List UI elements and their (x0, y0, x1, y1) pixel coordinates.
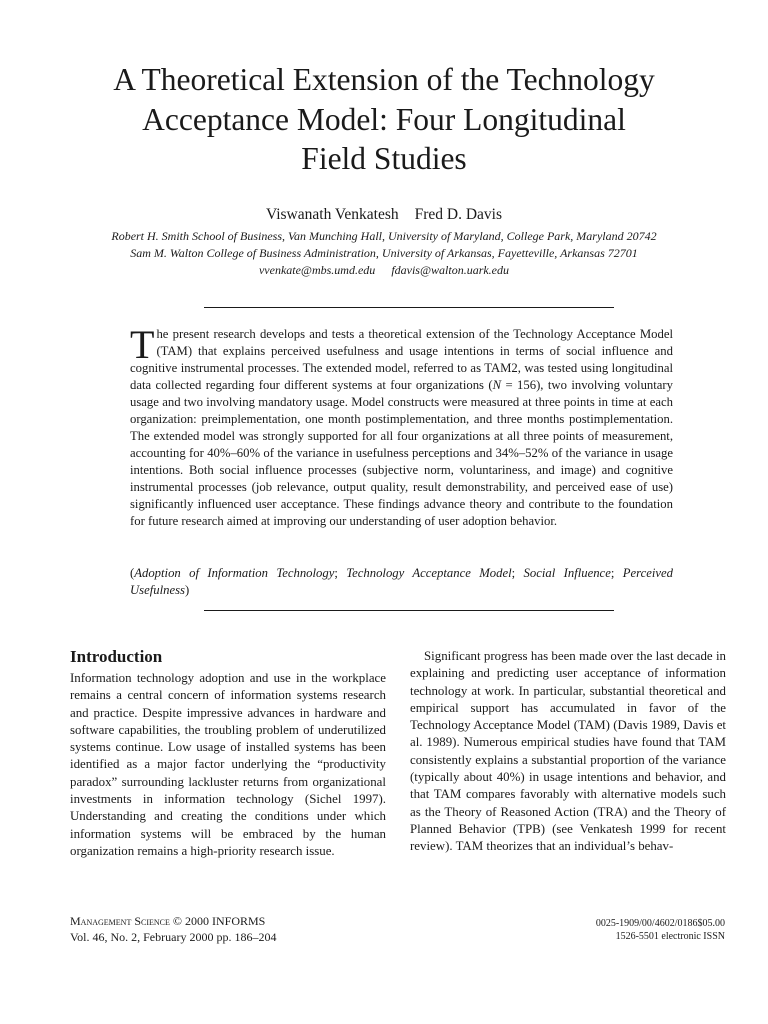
abstract (130, 322, 673, 530)
keyword: Technology Acceptance Model (346, 566, 512, 580)
issn-electronic: 1526-5501 electronic ISSN (615, 931, 725, 942)
intro-paragraph-left: Information technology adoption and use in the workplace remains a central concern of information systems research and practice. Despite impressive advances in hardware and software capabilities, the troubling problem of underutilized systems continue. Low usage of installed systems has been identified as a major factor underlying the “productivity paradox” surrounding lackluster returns from organizational investments in information technology (Sichel 1997). Understanding and creating the conditions under which information systems will be embraced by the human organization remains a high-priority research issue. (70, 671, 386, 858)
affiliation: Sam M. Walton College of Business Administration, University of Arkansas, Fayetteville, Arkansas 72701 (130, 246, 638, 260)
affiliation: Robert H. Smith School of Business, Van Munching Hall, University of Maryland, College Park, Maryland 20742 (111, 229, 657, 243)
divider-rule (204, 610, 614, 611)
email-link[interactable]: fdavis@walton.uark.edu (391, 263, 510, 277)
author-list (0, 206, 768, 224)
author-emails (0, 262, 768, 278)
abstract-dropcap: T (130, 322, 155, 367)
author-name: Viswanath Venkatesh (265, 206, 399, 223)
paper-title (40, 60, 728, 179)
section-heading: Introduction (70, 647, 163, 666)
abstract-text-continued: = 156), two involving voluntary usage and two involving mandatory usage. Model constructs were measured at three points in time at each organization: preimplementation, one month postimplementation, and three months postimplementation. The extended model was strongly supported for all four organizations at all three points of measurement, accounting for 40%–60% of the variance in usefulness perceptions and 34%–52% of the variance in usage intentions. Both social influence processes (subjective norm, voluntariness, and image) and cognitive instrumental processes (job relevance, output quality, result demonstrability, and perceived ease of use) significantly influenced user acceptance. These findings advance theory and contribute to the foundation for future research aimed at improving our understanding of user adoption behavior. (130, 378, 673, 528)
abstract-text: he present research develops and tests a theoretical extension of the Technology Acceptance Model (TAM) that explains perceived usefulness and usage intentions in terms of social influence and cognitive instrumental processes. The extended model, referred to as TAM2, was tested using longitudinal data collected regarding four different systems at four organizations ( (130, 327, 673, 392)
keywords-close-paren: ) (184, 583, 190, 597)
email-link[interactable]: vvenkate@mbs.umd.edu (258, 263, 376, 277)
title-line: A Theoretical Extension of the Technology (113, 62, 655, 97)
keyword-separator: ; (511, 566, 524, 580)
journal-name: Management Science (70, 914, 170, 928)
keyword: Social Influence (523, 566, 611, 580)
title-line: Acceptance Model: Four Longitudinal (142, 101, 626, 137)
divider-rule (204, 307, 614, 308)
issn-print: 0025-1909/00/4602/0186$05.00 (595, 918, 725, 929)
issn-footer (596, 917, 725, 943)
keyword: Perceived Usefulness (130, 566, 673, 597)
keyword-separator: ; (334, 566, 347, 580)
journal-footer (70, 913, 276, 945)
volume-info: Vol. 46, No. 2, February 2000 pp. 186–204 (70, 930, 277, 944)
abstract-n-symbol: N (492, 378, 502, 392)
intro-paragraph-right: Significant progress has been made over the last decade in explaining and predicting user acceptance of information technology at work. In particular, substantial theoretical and empirical support has accumulated in favor of the Technology Acceptance Model (TAM) (Davis 1989, Davis et al. 1989). Numerous empirical studies have found that TAM consistently explains a substantial proportion of the variance (typically about 40%) in usage intentions and behavior, and that TAM compares favorably with alternative models such as the Theory of Reasoned Action (TRA) and the Theory of Planned Behavior (TPB) (see Venkatesh 1999 for recent review). TAM theorizes that an individual’s behav- (410, 649, 726, 854)
copyright: © 2000 INFORMS (172, 914, 266, 928)
title-line: Field Studies (301, 141, 467, 176)
keywords-open-paren: ( (130, 566, 135, 580)
keyword-separator: ; (610, 566, 623, 580)
keywords (130, 565, 673, 599)
keyword: Adoption of Information Technology (134, 566, 335, 580)
author-name: Fred D. Davis (414, 206, 503, 223)
